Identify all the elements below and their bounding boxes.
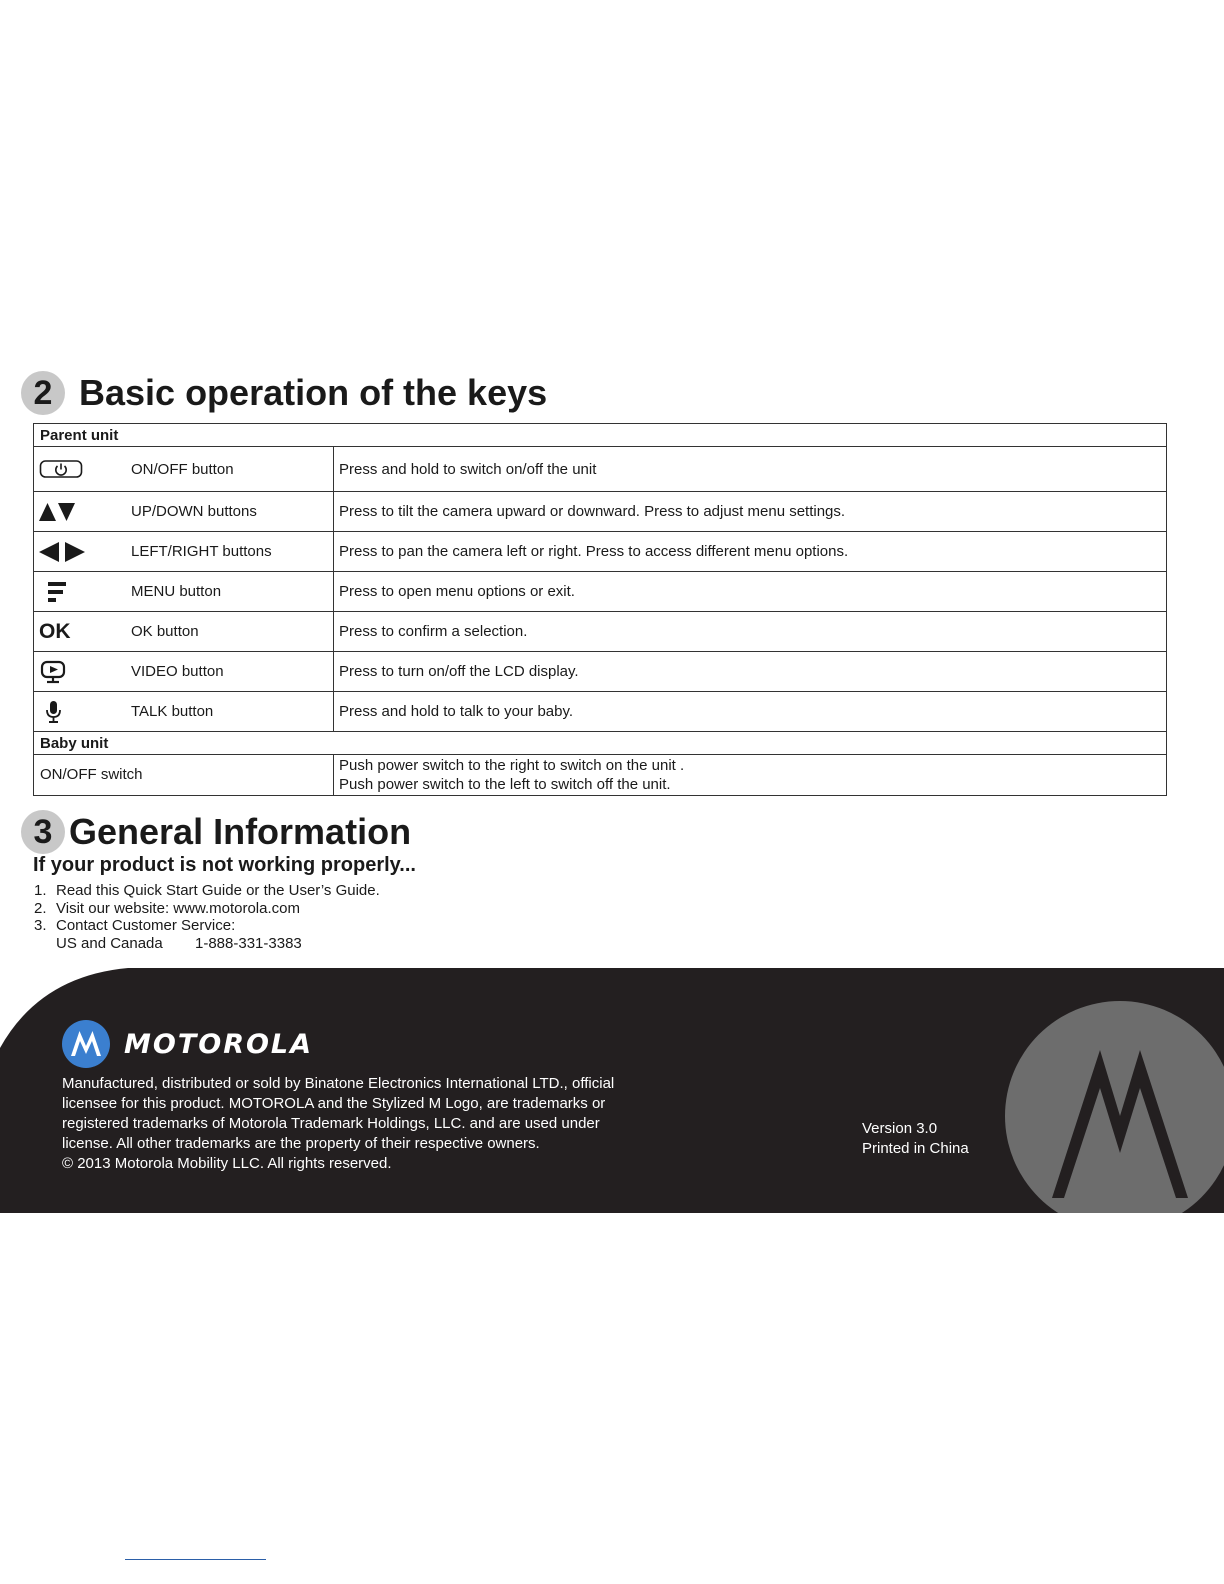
section-title: Basic operation of the keys — [79, 372, 548, 413]
baby-unit-header-row — [34, 732, 1167, 755]
list-number: 2. — [34, 899, 47, 917]
parent-unit-label: Parent unit — [34, 424, 1167, 447]
version-label: Version 3.0 — [862, 1120, 938, 1137]
table-row — [34, 652, 1167, 692]
section-number-badge: 3 — [21, 810, 65, 854]
troubleshoot-list — [34, 882, 380, 952]
contact-region: US and Canada — [56, 934, 163, 952]
troubleshoot-subtitle: If your product is not working properly... — [33, 854, 416, 876]
legal-line: © 2013 Motorola Mobility LLC. All rights reserved. — [62, 1155, 392, 1172]
key-description: Press and hold to switch on/off the unit — [334, 447, 1167, 492]
key-label: VIDEO button — [131, 663, 224, 680]
up-down-arrows-icon — [34, 502, 131, 522]
baby-switch-description — [334, 755, 1167, 796]
key-description: Press to turn on/off the LCD display. — [334, 652, 1167, 692]
baby-switch-line-1: Push power switch to the right to switch on the unit . — [339, 756, 685, 774]
table-row — [34, 447, 1167, 492]
list-text: Contact Customer Service: — [56, 917, 236, 934]
key-description: Press to open menu options or exit. — [334, 572, 1167, 612]
footer-banner — [0, 968, 1224, 1213]
list-number: 1. — [34, 882, 47, 899]
key-description: Press to confirm a selection. — [334, 612, 1167, 652]
key-label: ON/OFF button — [131, 460, 234, 478]
motorola-logo-icon — [62, 1020, 110, 1068]
list-text: Read this Quick Start Guide or the User’s Guide. — [56, 882, 380, 899]
ok-icon: OK — [39, 619, 71, 643]
baby-switch-line-2: Push power switch to the left to switch off the unit. — [339, 776, 671, 793]
legal-line: Manufactured, distributed or sold by Binatone Electronics International LTD., official — [62, 1075, 615, 1092]
list-text: Visit our website: www.motorola.com — [56, 899, 300, 917]
list-number: 3. — [34, 917, 47, 934]
key-label: LEFT/RIGHT buttons — [131, 543, 272, 560]
power-icon — [34, 459, 131, 479]
key-label: OK button — [131, 623, 199, 640]
key-description: Press and hold to talk to your baby. — [334, 692, 1167, 732]
baby-unit-label: Baby unit — [34, 732, 1167, 755]
legal-line: license. All other trademarks are the property of their respective owners. — [62, 1135, 540, 1152]
section-2-heading — [21, 371, 547, 415]
left-right-arrows-icon — [34, 542, 131, 562]
table-row — [34, 492, 1167, 532]
legal-text — [62, 1074, 662, 1174]
version-info — [862, 1119, 969, 1159]
table-row — [34, 572, 1167, 612]
table-row — [34, 755, 1167, 796]
key-description: Press to tilt the camera upward or downward. Press to adjust menu settings. — [334, 492, 1167, 532]
key-description: Press to pan the camera left or right. Press to access different menu options. — [334, 532, 1167, 572]
legal-line: registered trademarks of Motorola Trademark Holdings, LLC. and are used under — [62, 1115, 600, 1132]
microphone-icon — [34, 700, 131, 724]
list-item — [34, 900, 380, 918]
section-title: General Information — [69, 811, 412, 852]
list-item — [34, 917, 380, 935]
motorola-brand — [62, 1020, 313, 1068]
section-number-badge: 2 — [21, 371, 65, 415]
contact-phone: 1-888-331-3383 — [195, 934, 302, 952]
keys-table — [33, 423, 1167, 796]
printed-label: Printed in China — [862, 1140, 969, 1157]
table-row — [34, 532, 1167, 572]
legal-line: licensee for this product. MOTOROLA and the Stylized M Logo, are trademarks or — [62, 1095, 606, 1112]
section-3-heading — [21, 810, 411, 854]
key-label: TALK button — [131, 703, 214, 720]
page-divider — [125, 1559, 266, 1560]
video-icon — [34, 660, 131, 684]
motorola-wordmark: MOTOROLA — [124, 1028, 314, 1060]
list-item — [34, 882, 380, 900]
table-row — [34, 692, 1167, 732]
parent-unit-header-row — [34, 424, 1167, 447]
baby-switch-label: ON/OFF switch — [34, 755, 334, 796]
table-row — [34, 612, 1167, 652]
key-label: MENU button — [131, 583, 222, 600]
contact-line — [34, 935, 380, 953]
key-label: UP/DOWN buttons — [131, 503, 257, 520]
menu-icon — [34, 580, 131, 604]
